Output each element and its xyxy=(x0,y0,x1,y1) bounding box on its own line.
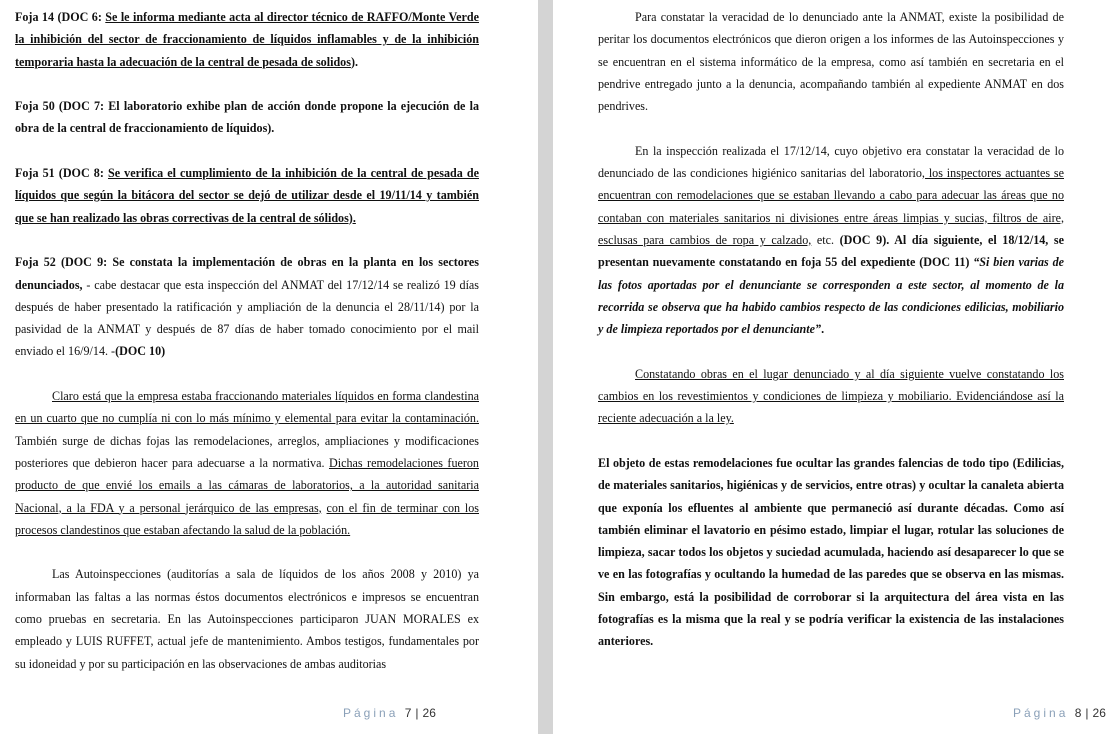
page-8 xyxy=(553,0,1116,734)
foja-51-heading: Foja 51 (DOC 8: xyxy=(15,166,108,181)
paragraph-foja-14 xyxy=(15,6,479,73)
page-7-footer: Página 7 | 26 xyxy=(343,706,436,720)
paragraph-foja-52 xyxy=(15,251,479,362)
foja-52-doc-ref: (DOC 10) xyxy=(115,344,166,359)
page-number: 8 xyxy=(1074,706,1082,720)
paragraph-claro-esta xyxy=(15,385,479,541)
foja-14-heading: Foja 14 (DOC 6: xyxy=(15,10,106,24)
objeto-text: El objeto de estas remodelaciones fue ocultar las grandes falencias de todo tipo (Edilicias, de materiales sanitarios, higiénicas y de servicios, entre otras) y ocultar la canaleta abierta que exponía los efluentes al ambiente que permaneció así durante décadas. Como así también eliminar el lavatorio en pésimo estado, limpiar el lugar, rotular las soluciones de limpieza, sacar todos los objetos y suciedad acumulada, haciendo así desaparecer lo que se ve en las fotografías y ocultando la humedad de las paredes que se observa en las mismas. Sin embargo, está la posibilidad de corroborar si la arquitectura del área vista en las fotografías es la misma que la real y se podría verificar la existencia de las instalaciones anteriores. xyxy=(598,455,1064,649)
fin-underlined: con el fin de terminar con los procesos clandestinos que estaban afectando la salud de la población. xyxy=(15,500,480,537)
page-total: 26 xyxy=(1092,706,1106,720)
page-label: Página xyxy=(1013,706,1069,720)
remodelaciones-underlined: Dichas remodelaciones fueron producto de que envié los emails a las cámaras de laboratorios, a la autoridad sanitaria Nacional, a la FDA y a personal jerárquico de las empresas, xyxy=(15,455,479,515)
paragraph-foja-51 xyxy=(15,162,479,229)
paragraph-constatar xyxy=(598,6,1064,117)
foja-50-text: Foja 50 (DOC 7: El laboratorio exhibe plan de acción donde propone la ejecución de la obra de la central de fraccionamiento de líquidos). xyxy=(15,99,479,136)
claro-esta-underlined: Claro está que la empresa estaba fraccionando materiales líquidos en forma clandestina en un cuarto que no cumplía ni con lo más mínimo y elemental para evitar la contaminación. xyxy=(15,389,479,426)
inspectores-underlined: los inspectores actuantes se encuentran con remodelaciones que se estaban llevando a cabo para adecuar las áreas que no contaban con materiales sanitarios ni divisiones entre áreas limpias y sucias, filtros de aire, esclusas para cambios de ropa y calzado, xyxy=(598,166,1064,247)
foja-52-heading: Foja 52 (DOC 9: Se constata la implementación de obras en la planta en los sectores denunciados, xyxy=(15,255,479,292)
paragraph-objeto xyxy=(598,452,1064,653)
foja-51-text: Se verifica el cumplimiento de la inhibición de la central de pesada de líquidos que según la bitácora del sector se dejó de utilizar desde el 19/11/14 y también que se han realizado las obras correctivas de la central de sólidos). xyxy=(15,166,479,225)
claro-esta-plain: También surge de dichas fojas las remodelaciones, arreglos, ampliaciones y modificaciones posteriores que debieron hacer para adecuarse a la normativa. xyxy=(15,433,479,470)
page-8-footer: Página 8 | 26 xyxy=(1013,706,1106,720)
paragraph-foja-50 xyxy=(15,95,479,140)
paragraph-autoinspecciones xyxy=(15,563,479,674)
page-label: Página xyxy=(343,706,399,720)
page-7 xyxy=(0,0,538,734)
page-7-content xyxy=(15,6,479,675)
foja-52-text: - cabe destacar que esta inspección del ANMAT del 17/12/14 se realizó 19 días después de haber presentado la ratificación y ampliación de la denuncia el 28/11/14) por la pasividad de la ANMAT y después de 87 días de haber tomado conocimiento por el mail enviado el 16/9/14. - xyxy=(15,277,479,359)
inspeccion-text: En la inspección realizada el 17/12/14, cuyo objetivo era constatar la veracidad de lo denunciado de las condiciones higiénico sanitarias del laboratorio, xyxy=(598,143,1064,181)
autoinspecciones-text: Las Autoinspecciones (auditorías a sala de líquidos de los años 2008 y 2010) ya informaban las faltas a las normas éstos documentos electrónicos e impresos se encuentran como pruebas en secretaria. En las Autoinspecciones participaron JUAN MORALES ex empleado y LUIS RUFFET, actual jefe de mantenimiento. Ambos testigos, fundamentales por su idoneidad y por su participación en las observaciones de ambas auditorias xyxy=(15,567,479,671)
paragraph-constatando xyxy=(598,363,1064,430)
quote-bold-italic: “Si bien varias de las fotos aportadas por el denunciante se corresponden a este sector, al momento de la recorrida se observa que ha habido cambios respecto de las condiciones edilicias, mobiliario y de limpieza reportados por el denunciante” xyxy=(598,255,1064,337)
page-8-content xyxy=(598,6,1064,653)
foja-14-text: Se le informa mediante acta al director técnico de RAFFO/Monte Verde la inhibición del sector de fraccionamiento de líquidos inflamables y de la inhibición temporaria hasta la adecuación de la central de pesada de solidos xyxy=(15,10,479,69)
foja-14-close: ). xyxy=(350,54,358,69)
paragraph-inspeccion: En la inspección realizada el 17/12/14, cuyo objetivo era constatar la veracidad de lo denunciado de las condiciones higiénico sanitarias del laboratorio, los inspectores actuantes se encuentran con remodelaciones que se estaban llevando a cabo para adecuar las áreas que no contaban con materiales sanitarios ni divisiones entre áreas limpias y sucias, filtros de aire, esclusas para cambios de ropa y calzado, etc. (DOC 9). Al día siguiente, el 18/12/14, se presentan nuevamente constatando en foja 55 del expediente (DOC 11) “Si bien varias de las fotos aportadas por el denunciante se corresponden a este sector, al momento de la recorrida se observa que ha habido cambios respecto de las condiciones edilicias, mobiliario y de limpieza reportados por el denunciante”. xyxy=(598,143,1064,337)
page-total: 26 xyxy=(422,706,436,720)
constatando-underlined: Constatando obras en el lugar denunciado y al día siguiente vuelve constatando los cambios en los revestimientos y condiciones de limpieza y mobiliario. Evidenciándose así la reciente adecuación a la ley. xyxy=(598,366,1064,426)
constatar-text: Para constatar la veracidad de lo denunciado ante la ANMAT, existe la posibilidad de peritar los documentos electrónicos que dieron origen a los informes de las Autoinspecciones y se encuentran en el sistema informático de la empresa, como así también en secretaria en el pendrive entregado junto a la denuncia, acompañando también al expediente ANMAT en dos pendrives. xyxy=(598,10,1064,114)
doc-9-bold: (DOC 9). Al día siguiente, el 18/12/14, se presentan nuevamente constatando en foja 55 del expediente (DOC 11) xyxy=(598,232,1064,270)
page-number: 7 xyxy=(404,706,412,720)
